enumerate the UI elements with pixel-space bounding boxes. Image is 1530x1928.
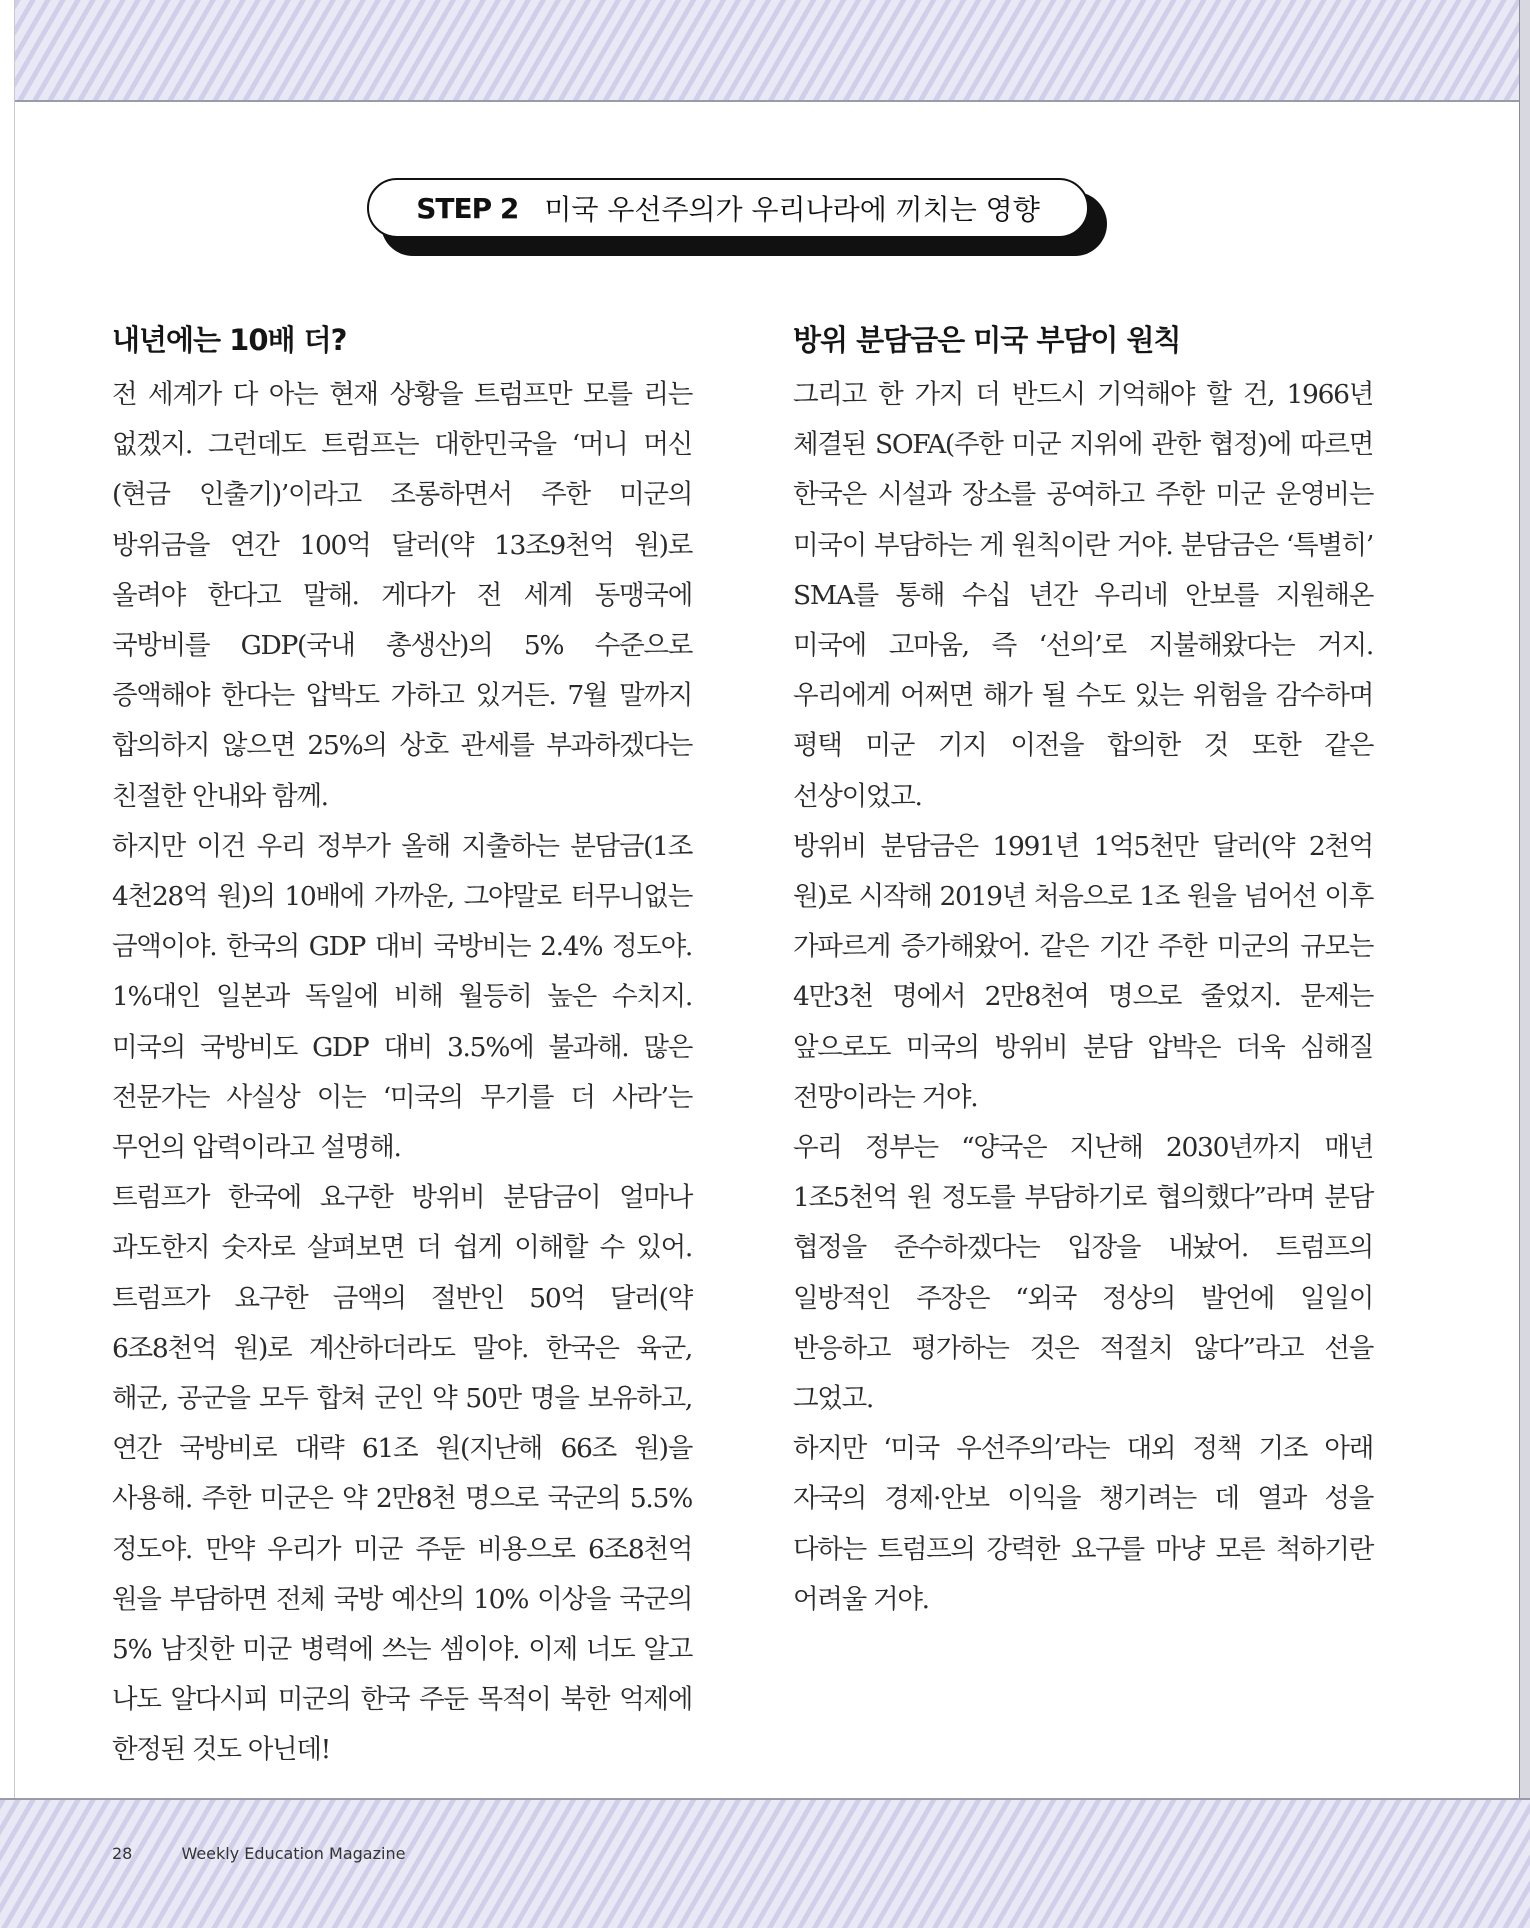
right-paragraph-4: 하지만 ‘미국 우선주의’라는 대외 정책 기조 아래 자국의 경제·안보 이익을 챙기려는 데 열과 성을 다하는 트럼프의 강력한 요구를 마냥 모른 척하기란 어려울 거야. [793,1433,1373,1615]
step-label: STEP 2 [416,191,519,225]
right-paragraph-3: 우리 정부는 “양국은 지난해 2030년까지 매년 1조5천억 원 정도를 부담하기로 협의했다”라며 분담 협정을 준수하겠다는 입장을 내놨어. 트럼프의 일방적인 주장은 “외국 정상의 발언에 일일이 반응하고 평가하는 것은 적절치 않다”라고 선을 그었고. [793,1132,1373,1415]
page-number: 28 [112,1844,133,1863]
magazine-name: Weekly Education Magazine [181,1844,406,1863]
left-paragraph-1: 전 세계가 다 아는 현재 상황을 트럼프만 모를 리는 없겠지. 그런데도 트럼프는 대한민국을 ‘머니 머신(현금 인출기)’이라고 조롱하면서 주한 미군의 방위금을 연간 100억 달러(약 13조9천억 원)로 올려야 한다고 말해. 게다가 전 세계 동맹국에 국방비를 GDP(국내 총생산)의 5% 수준으로 증액해야 한다는 압박도 가하고 있거든. 7월 말까지 합의하지 않으면 25%의 상호 관세를 부과하겠다는 친절한 안내와 함께. [112,379,692,812]
left-column [112,318,692,1776]
step-banner [367,178,1107,256]
right-column [793,318,1373,1625]
step-banner-pill [367,178,1089,238]
bottom-decorative-band [0,1798,1530,1928]
page-left-edge [0,0,15,1926]
left-paragraph-2: 하지만 이건 우리 정부가 올해 지출하는 분담금(1조 4천28억 원)의 10배에 가까운, 그야말로 터무니없는 금액이야. 한국의 GDP 대비 국방비는 2.4% 정도야. 1%대인 일본과 독일에 비해 월등히 높은 수치지. 미국의 국방비도 GDP 대비 3.5%에 불과해. 많은 전문가는 사실상 이는 ‘미국의 무기를 더 사라’는 무언의 압력이라고 설명해. [112,830,692,1164]
step-title: 미국 우선주의가 우리나라에 끼치는 영향 [544,193,1040,226]
left-paragraph-3: 트럼프가 한국에 요구한 방위비 분담금이 얼마나 과도한지 숫자로 살펴보면 더 쉽게 이해할 수 있어. 트럼프가 요구한 금액의 절반인 50억 달러(약 6조8천억 원)로 계산하더라도 말야. 한국은 육군, 해군, 공군을 모두 합쳐 군인 약 50만 명을 보유하고, 연간 국방비로 대략 61조 원(지난해 66조 원)을 사용해. 주한 미군은 약 2만8천 명으로 국군의 5.5% 정도야. 만약 우리가 미군 주둔 비용으로 6조8천억 원을 부담하면 전체 국방 예산의 10% 이상을 국군의 5% 남짓한 미군 병력에 쓰는 셈이야. 이제 너도 알고 나도 알다시피 미군의 한국 주둔 목적이 북한 억제에 한정된 것도 아닌데! [112,1182,692,1766]
page-right-edge [1519,0,1530,1926]
right-paragraph-1: 그리고 한 가지 더 반드시 기억해야 할 건, 1966년 체결된 SOFA(주한 미군 지위에 관한 협정)에 따르면 한국은 시설과 장소를 공여하고 주한 미군 운영비는 미국이 부담하는 게 원칙이란 거야. 분담금은 ‘특별히’ SMA를 통해 수십 년간 우리네 안보를 지원해온 미국에 고마움, 즉 ‘선의’로 지불해왔다는 거지. 우리에게 어쩌면 해가 될 수도 있는 위험을 감수하며 평택 미군 기지 이전을 합의한 것 또한 같은 선상이었고. [793,379,1373,812]
page-footer [112,1844,405,1863]
top-decorative-band [0,0,1530,102]
right-section-heading: 방위 분담금은 미국 부담이 원칙 [793,323,1181,357]
left-section-heading: 내년에는 10배 더? [112,323,347,357]
right-paragraph-2: 방위비 분담금은 1991년 1억5천만 달러(약 2천억 원)로 시작해 2019년 처음으로 1조 원을 넘어선 이후 가파르게 증가해왔어. 같은 기간 주한 미군의 규모는 4만3천 명에서 2만8천여 명으로 줄었지. 문제는 앞으로도 미국의 방위비 분담 압박은 더욱 심해질 전망이라는 거야. [793,830,1373,1113]
